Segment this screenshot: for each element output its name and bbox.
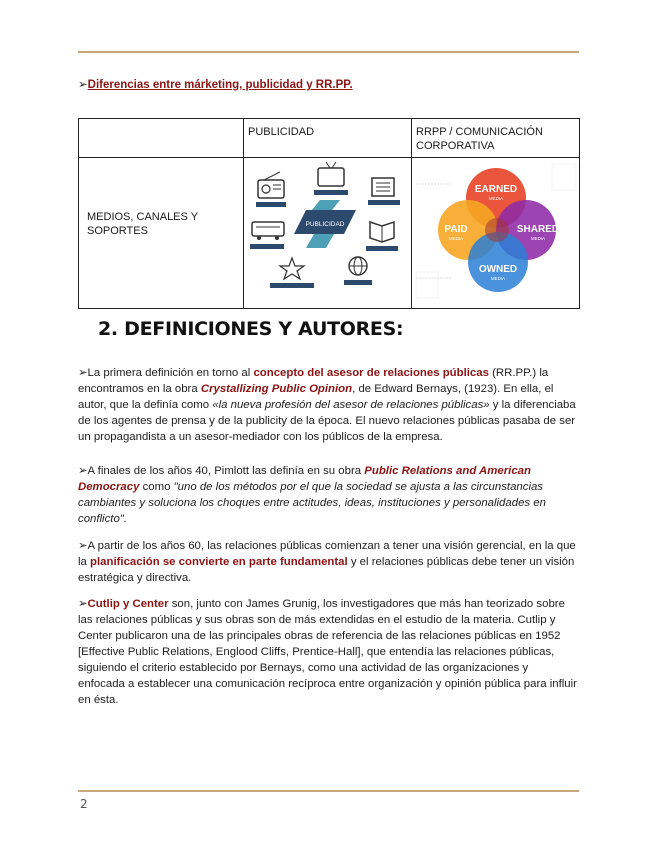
section-link-text[interactable]: Diferencias entre márketing, publicidad y RR.PP.	[87, 79, 353, 91]
earned-label: EARNED	[474, 184, 518, 195]
paragraph-60s: ➢A partir de los años 60, las relaciones públicas comienzan a tener una visión gerencial, en la que la planificación se convierte en parte fundamental y el relaciones públicas debe tener un visión estratégica y directiva.	[78, 540, 576, 585]
header-rule	[78, 51, 579, 53]
table-header-publicidad: PUBLICIDAD	[244, 119, 412, 158]
book-icon	[366, 222, 398, 251]
table-header-row	[79, 119, 580, 158]
table-header-empty	[79, 119, 244, 158]
section-heading: 2. DEFINICIONES Y AUTORES:	[98, 318, 404, 340]
center-overlap	[485, 218, 509, 242]
paragraph-cutlip-center: ➢Cutlip y Center son, junto con James Grunig, los investigadores que más han teorizado sobre las relaciones públicas y sus obras son de más extendidas en el estudio de la materia. Cutlip y Center publicaron una de las principales obras de referencia de las relaciones públicas en 1952 [Effective Public Relations, Englood Cliffs, Prentice-Hall], que entendía las relaciones públicas, siguiendo el criterio establecido por Bernays, como una actividad de las organizaciones y enfocada a establecer una comunicación recíproca entre organización y opinión pública para influir en ésta.	[78, 598, 577, 707]
owned-sublabel: MEDIA	[490, 276, 506, 281]
shared-label: SHARED	[516, 224, 560, 235]
paragraph-bernays: ➢La primera definición en torno al concepto del asesor de relaciones públicas (RR.PP.) la encontramos en la obra Crystallizing Public Opinion, de Edward Bernays, (1923). En ella, el autor, que la definía como «la nueva profesión del asesor de relaciones públicas» y la diferenciaba de los agentes de prensa y de la publicity de la época. El nuevo relaciones públicas pasaba de ser un propagandista a un asesor-mediador con los públicos de la empresa.	[78, 367, 576, 444]
publicidad-banner-label: PUBLICIDAD	[305, 221, 345, 228]
table-header-rrpp: RRPP / COMUNICACIÓN CORPORATIVA	[412, 119, 580, 158]
publicidad-image-cell	[244, 158, 412, 309]
arrow-bullet-icon: ➢	[78, 79, 88, 91]
shared-sublabel: MEDIA	[530, 236, 546, 241]
table-row	[79, 158, 580, 309]
section-link[interactable]	[78, 77, 353, 91]
tv-icon	[314, 162, 348, 195]
star-icon	[270, 258, 314, 288]
publicidad-banner	[294, 200, 356, 248]
bus-icon	[250, 222, 284, 249]
earned-sublabel: MEDIA	[488, 196, 504, 201]
page-number: 2	[80, 797, 88, 811]
globe-icon	[344, 257, 372, 285]
paid-label: PAID	[444, 224, 468, 235]
rrpp-venn-infographic	[412, 158, 579, 306]
paid-sublabel: MEDIA	[448, 236, 464, 241]
publicidad-infographic	[244, 158, 411, 306]
table-row-label: MEDIOS, CANALES Y SOPORTES	[79, 158, 244, 309]
rrpp-image-cell	[412, 158, 580, 309]
footer-rule	[78, 790, 579, 792]
radio-icon	[256, 172, 286, 207]
paragraph-pimlott: ➢A finales de los años 40, Pimlott las definía en su obra Public Relations and American Democracy como "uno de los métodos por el que la sociedad se ajusta a las circunstancias cambiantes y soluciona los choques entre actitudes, ideas, instituciones y personalidades en conflicto".	[78, 465, 546, 526]
comparison-table	[78, 118, 580, 309]
newspaper-icon	[368, 178, 400, 205]
owned-label: OWNED	[478, 264, 518, 275]
